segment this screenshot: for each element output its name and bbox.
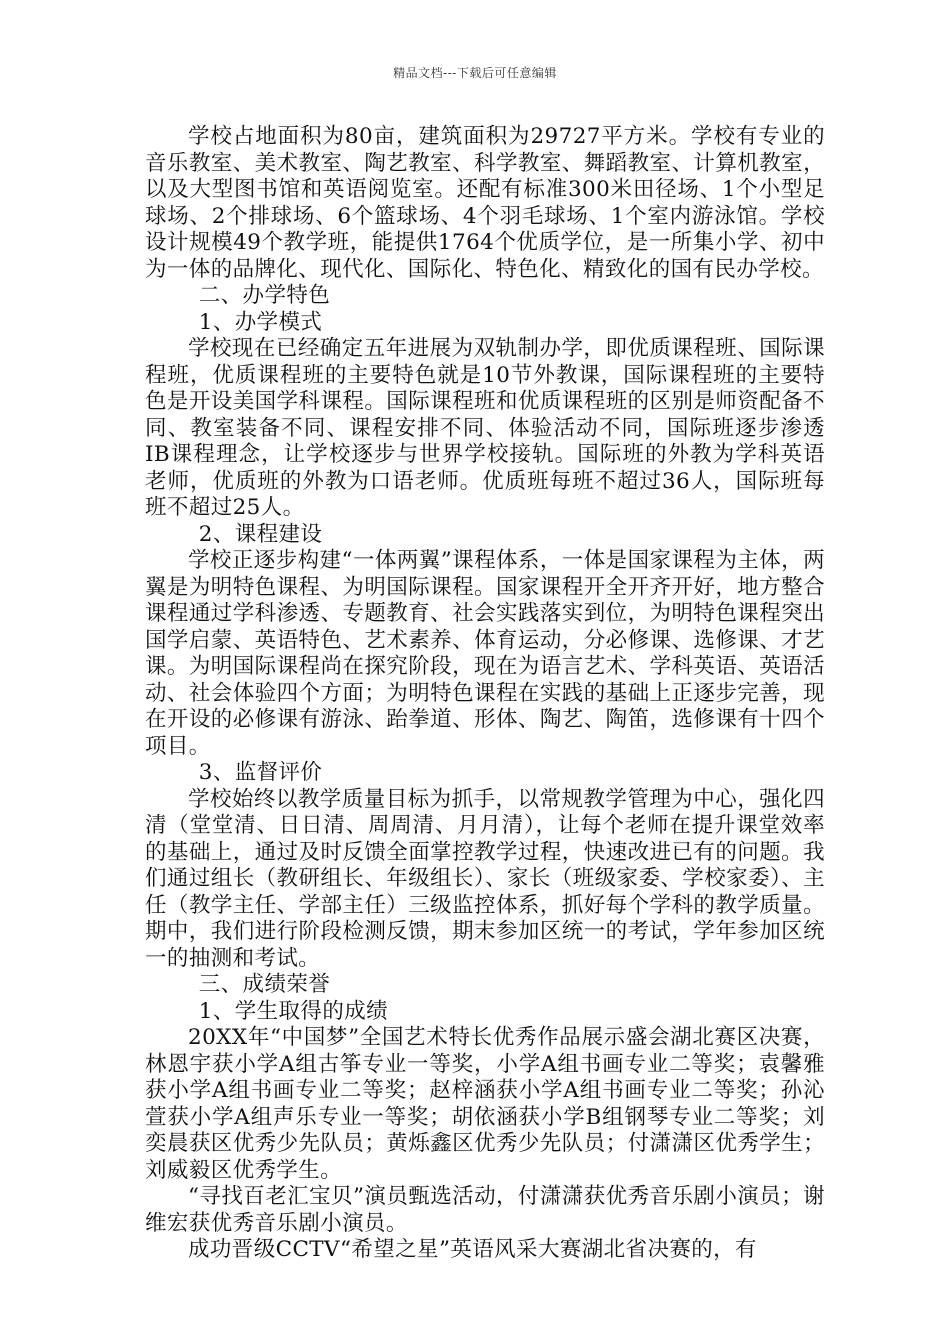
- paragraph-curriculum: 学校正逐步构建“一体两翼”课程体系，一体是国家课程为主体，两翼是为明特色课程、为明国际课程。国家课程开全开齐开好，地方整合课程通过学科渗透、专题教育、社会实践落实到位，为明特色课程突出国学启蒙、英语特色、艺术素养、体育运动，分必修课、选修课、才艺课。为明国际课程尚在探究阶段，现在为语言艺术、学科英语、英语活动、社会体验四个方面；为明特色课程在实践的基础上正逐步完善，现在开设的必修课有游泳、跆拳道、形体、陶艺、陶笛，选修课有十四个项目。: [145, 548, 825, 759]
- document-body: [145, 124, 825, 1264]
- section-heading-school-features: 二、办学特色: [198, 283, 331, 308]
- subheading-supervision: 3、监督评价: [198, 760, 323, 785]
- paragraph-supervision: 学校始终以教学质量目标为抓手，以常规教学管理为中心，强化四清（堂堂清、日日清、周周清、月月清），让每个老师在提升课堂效率的基础上，通过及时反馈全面掌控教学过程，快速改进已有的问题。我们通过组长（教研组长、年级组长）、家长（班级家委、学校家委）、主任（教学主任、学部主任）三级监控体系，抓好每个学科的教学质量。期中，我们进行阶段检测反馈，期末参加区统一的考试，学年参加区统一的抽测和考试。: [145, 786, 825, 971]
- subheading-curriculum: 2、课程建设: [198, 521, 323, 547]
- section-heading-achievements: 三、成绩荣誉: [198, 972, 331, 997]
- paragraph-campus-facilities: 学校占地面积为80亩，建筑面积为29727平方米。学校有专业的音乐教室、美术教室、陶艺教室、科学教室、舞蹈教室、计算机教室，以及大型图书馆和英语阅览室。还配有标准300米田径场、1个小型足球场、2个排球场、6个篮球场、4个羽毛球场、1个室内游泳馆。学校设计规模49个教学班，能提供1764个优质学位，是一所集小学、初中为一体的品牌化、现代化、国际化、特色化、精致化的国有民办学校。: [145, 124, 825, 282]
- paragraph-school-model: 学校现在已经确定五年进展为双轨制办学，即优质课程班、国际课程班，优质课程班的主要特色就是10节外教课，国际课程班的主要特色是开设美国学科课程。国际课程班和优质课程班的区别是师资配备不同、教室装备不同、课程安排不同、体验活动不同，国际班逐步渗透IB课程理念，让学校逐步与世界学校接轨。国际班的外教为学科英语老师，优质班的外教为口语老师。优质班每班不超过36人，国际班每班不超过25人。: [145, 336, 825, 520]
- page-header: 精品文档---下载后可任意编辑: [393, 66, 557, 80]
- paragraph-art-competition: 20XX年“中国梦”全国艺术特长优秀作品展示盛会湖北赛区决赛，林恩宇获小学A组古筝专业一等奖，小学A组书画专业二等奖；袁馨雅获小学A组书画专业二等奖；赵梓涵获小学A组书画专业二等奖；孙沁萱获小学A组声乐专业一等奖；胡依涵获小学B组钢琴专业二等奖；刘奕晨获区优秀少先队员；黄烁鑫区优秀少先队员；付潇潇区优秀学生；刘威毅区优秀学生。: [145, 1025, 825, 1183]
- paragraph-broadway: “寻找百老汇宝贝”演员甄选活动，付潇潇获优秀音乐剧小演员；谢维宏获优秀音乐剧小演员。: [145, 1184, 825, 1236]
- subheading-school-model: 1、办学模式: [198, 309, 323, 335]
- subheading-student-achievements: 1、学生取得的成绩: [198, 998, 389, 1024]
- paragraph-cctv: 成功晋级CCTV“希望之星”英语风采大赛湖北省决赛的，有: [188, 1237, 757, 1262]
